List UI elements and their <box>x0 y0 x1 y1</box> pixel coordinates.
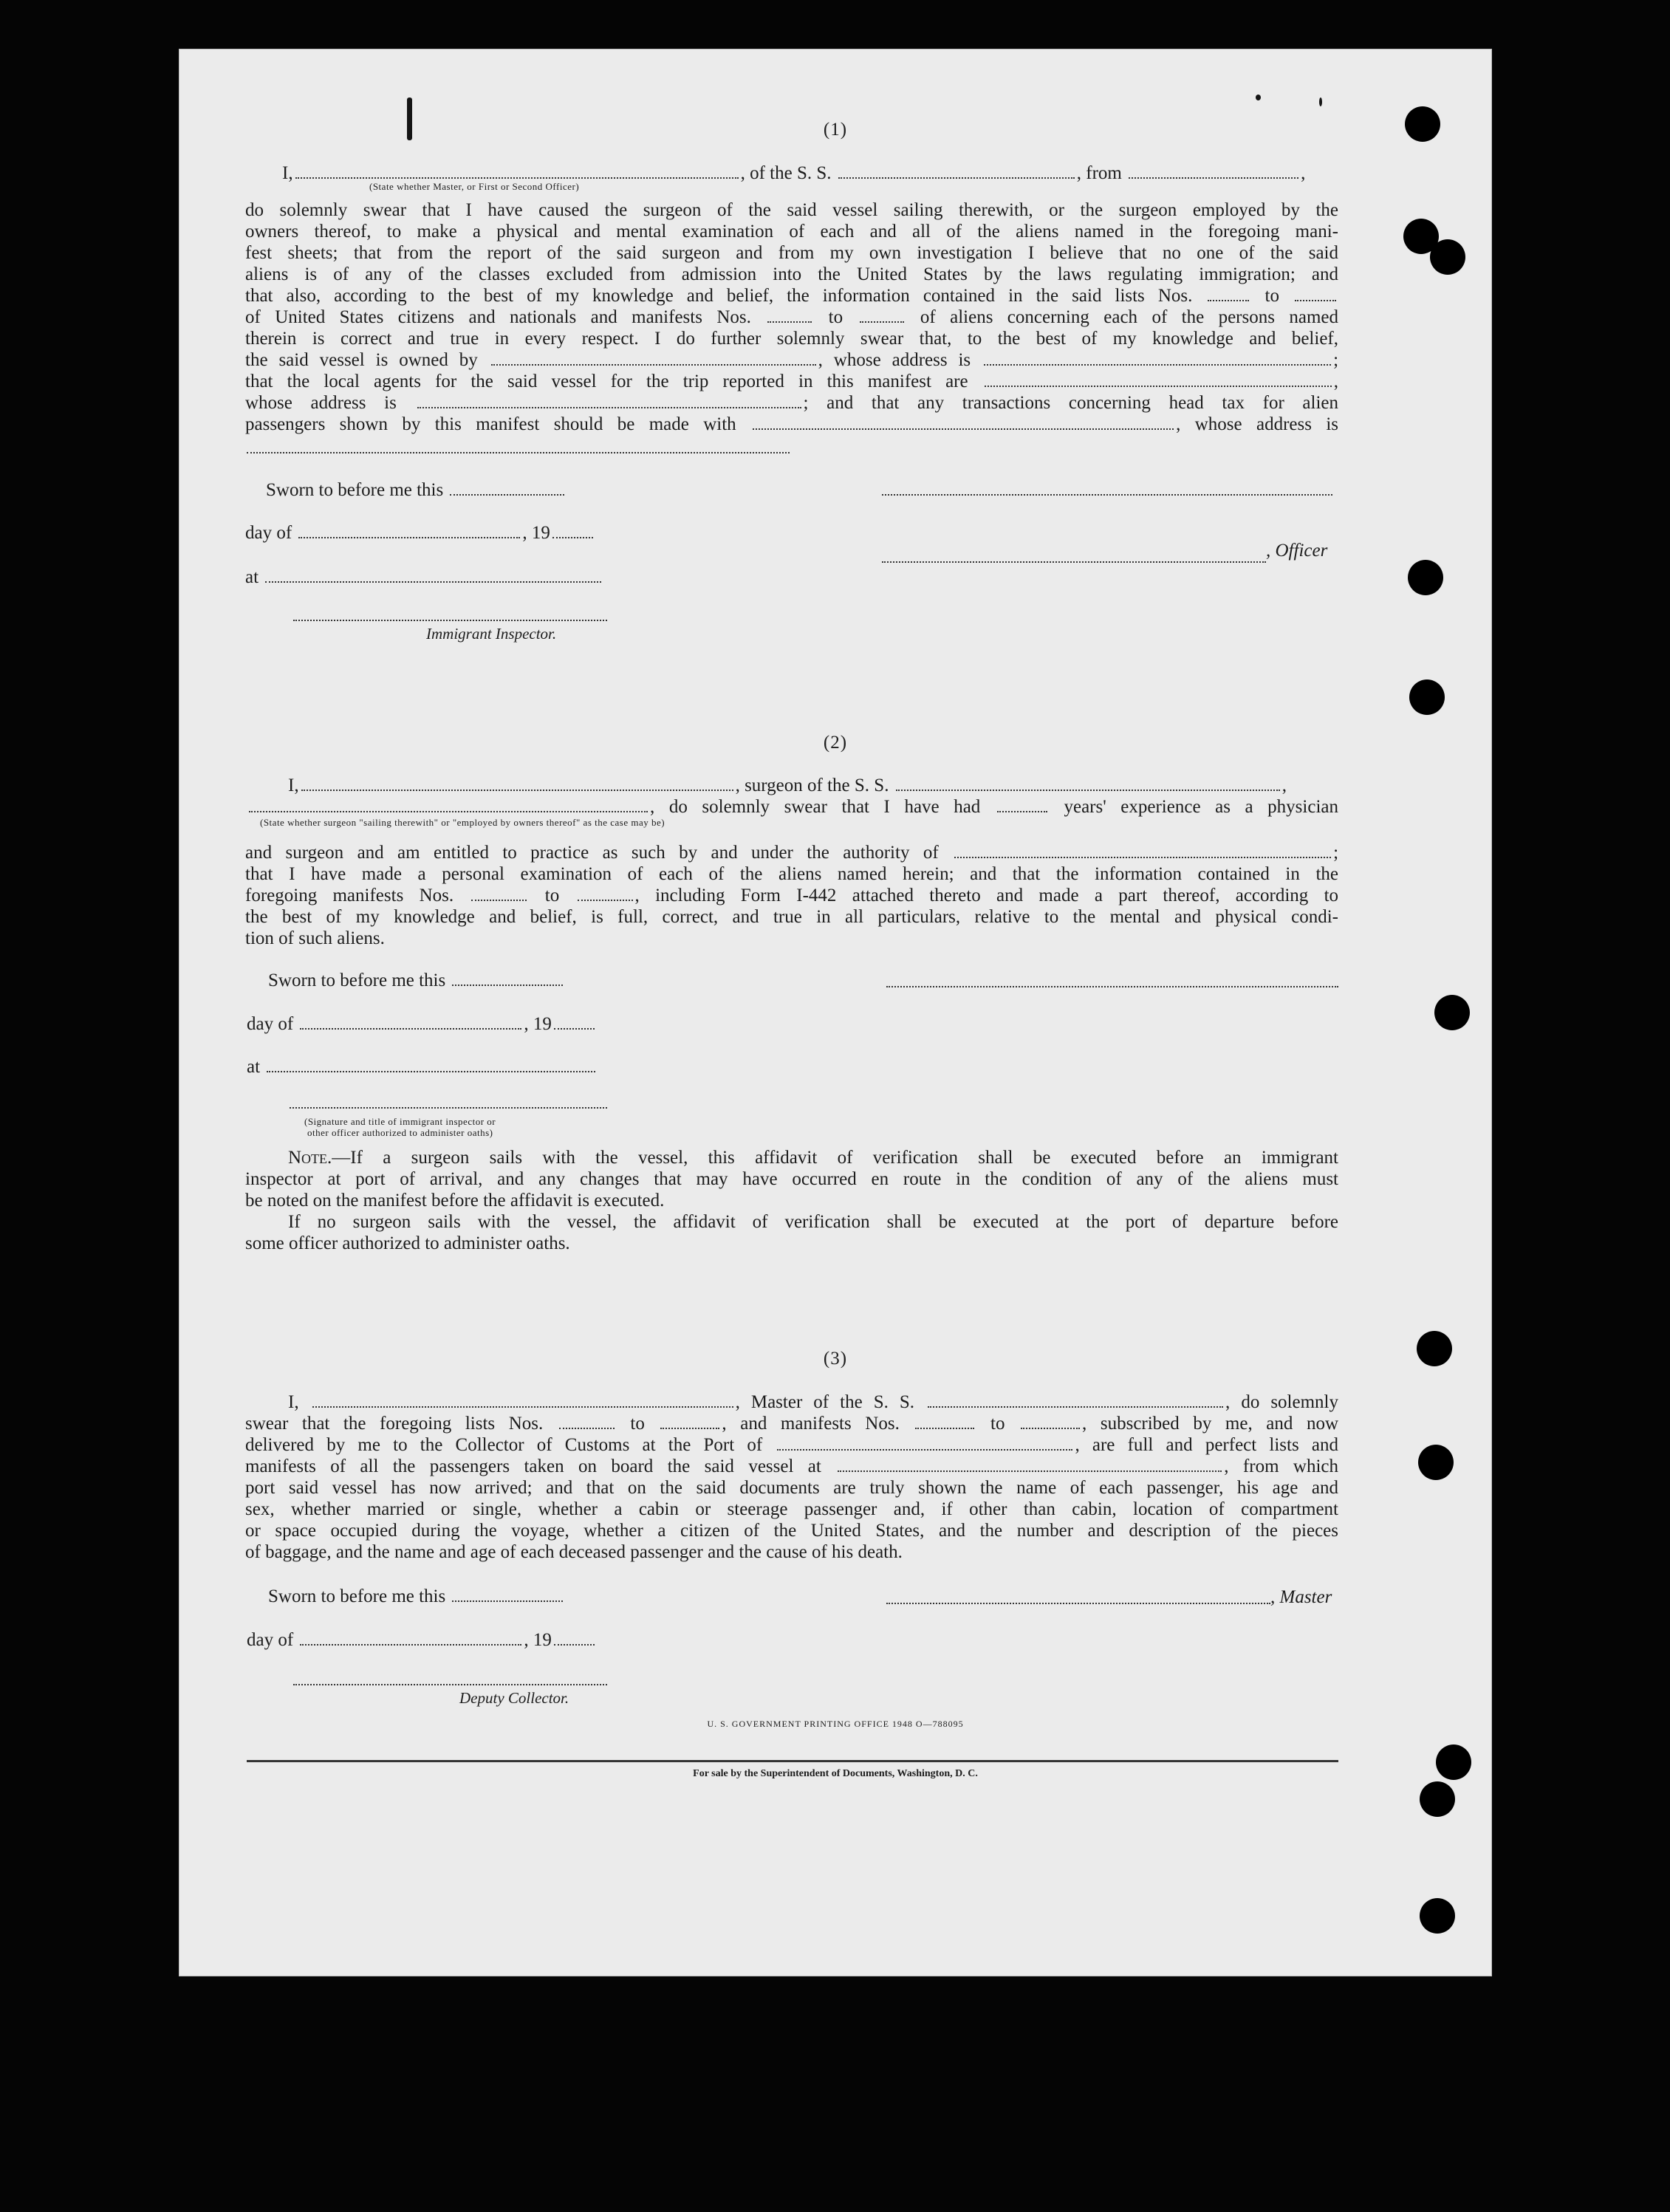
binder-hole <box>1418 1445 1454 1480</box>
sec1-at: at <box>245 566 603 588</box>
manifests-to-field[interactable] <box>860 321 904 323</box>
sec1-signature-line[interactable] <box>882 493 1332 496</box>
binder-hole <box>1430 239 1465 275</box>
sec1-sworn: Sworn to before me this <box>266 479 567 501</box>
head-tax-address-field[interactable] <box>247 451 790 453</box>
sec2-line-7: tion of such aliens. <box>245 928 385 948</box>
binder-hole <box>1408 560 1443 595</box>
sec3-year-field[interactable] <box>554 1643 595 1646</box>
sec2-at: at <box>247 1056 598 1078</box>
sec3-master-name-field[interactable] <box>312 1405 733 1408</box>
printing-office-line: U. S. GOVERNMENT PRINTING OFFICE 1948 O—788095 <box>707 1719 964 1729</box>
section-1-number: (1) <box>823 120 848 140</box>
master-name-field[interactable] <box>295 177 739 179</box>
owner-address-field[interactable] <box>984 363 1331 366</box>
boarding-port-field[interactable] <box>838 1470 1222 1472</box>
sec2-manifests-to-field[interactable] <box>578 899 633 901</box>
ink-mark <box>1256 95 1261 100</box>
head-tax-contact-field[interactable] <box>753 428 1174 430</box>
sec2-note-line-1: Note.—If a surgeon sails with the vessel, this affidavit of verification shall be executed before an immigrant <box>288 1148 1338 1168</box>
binder-hole <box>1420 1898 1455 1934</box>
sec1-officer-line[interactable] <box>882 561 1266 563</box>
sec3-master-label: , Master <box>1270 1587 1332 1607</box>
sec3-line-7: or space occupied during the voyage, whether a citizen of the United States, and the number and description of the pieces <box>245 1521 1338 1541</box>
sec1-officer-label: , Officer <box>1266 541 1328 561</box>
sec2-note-line-3: be noted on the manifest before the affidavit is executed. <box>245 1191 665 1211</box>
sec1-line-6: that also, according to the best of my knowledge and belief, the information contained in the said lists Nos. to <box>245 285 1338 307</box>
owner-field[interactable] <box>491 363 816 366</box>
sec3-line-6: sex, whether married or single, whether a cabin or steerage passenger and, if other than cabin, location of compartment <box>245 1499 1338 1519</box>
sec1-line-11: whose address is ; and that any transactions concerning head tax for alien <box>245 393 1339 413</box>
sec1-line-2: do solemnly swear that I have caused the surgeon of the said vessel sailing therewith, or the surgeon employed by the <box>245 200 1338 220</box>
lists-to-field[interactable] <box>1295 299 1336 301</box>
sec1-line-7: of United States citizens and nationals and manifests Nos. to of aliens concerning each of the persons named <box>245 307 1338 327</box>
sec2-day: day of , 19 <box>247 1013 597 1035</box>
sec2-vessel-field[interactable] <box>896 789 1280 791</box>
sec2-sworn: Sworn to before me this <box>268 970 565 991</box>
sec3-line-4: manifests of all the passengers taken on board the said vessel at , from which <box>245 1456 1339 1476</box>
sec2-year-field[interactable] <box>554 1027 595 1030</box>
sec1-line-1: I, , of the S. S. , from , <box>282 163 1306 183</box>
manifests-from-field[interactable] <box>767 321 812 323</box>
sec3-sworn-date-field[interactable] <box>452 1600 563 1602</box>
sec1-line-5: aliens is of any of the classes excluded from admission into the United States by the laws regulating immigration; and <box>245 264 1338 284</box>
binder-hole <box>1434 995 1470 1030</box>
ink-mark <box>1319 97 1322 106</box>
sec1-inspector-label: Immigrant Inspector. <box>426 625 557 643</box>
collector-port-field[interactable] <box>777 1448 1072 1451</box>
sec3-manifests-to-field[interactable] <box>1021 1427 1080 1429</box>
sec3-line-5: port said vessel has now arrived; and that on the said documents are truly shown the name of each passenger, his age and <box>245 1478 1338 1498</box>
sec2-note-line-2: inspector at port of arrival, and any changes that may have occurred en route in the condition of any of the aliens must <box>245 1169 1338 1189</box>
sec3-deputy-label: Deputy Collector. <box>459 1689 569 1707</box>
sec3-deputy-line[interactable] <box>293 1683 607 1685</box>
sec2-signature-line[interactable] <box>886 985 1338 987</box>
sec2-line-5: foregoing manifests Nos. to , including Form I-442 attached thereto and made a part thereof, according to <box>245 886 1339 905</box>
sec1-inspector-line[interactable] <box>293 619 607 621</box>
sec2-at-field[interactable] <box>267 1070 595 1072</box>
sec2-line-4: that I have made a personal examination of each of the aliens named herein; and that the information contained in the <box>245 864 1338 884</box>
binder-hole <box>1436 1744 1471 1780</box>
local-agents-field[interactable] <box>985 385 1332 387</box>
binder-hole <box>1417 1331 1452 1366</box>
sec2-line-2: , do solemnly swear that I have had years' experience as a physician <box>247 796 1338 818</box>
sec3-day-field[interactable] <box>300 1643 521 1646</box>
sec3-day: day of , 19 <box>247 1629 597 1651</box>
sec3-line-8: of baggage, and the name and age of each deceased passenger and the cause of his death. <box>245 1542 903 1562</box>
sec2-sig-caption-1: (Signature and title of immigrant inspector or <box>304 1116 496 1127</box>
form-page <box>179 49 1492 1976</box>
sec2-note-line-4: If no surgeon sails with the vessel, the affidavit of verification shall be executed at the port of departure before <box>288 1212 1338 1232</box>
sec1-line-12: passengers shown by this manifest should be made with , whose address is <box>245 414 1338 434</box>
sec3-lists-to-field[interactable] <box>660 1427 719 1429</box>
sec1-year-field[interactable] <box>552 536 593 538</box>
sec1-line-3: owners thereof, to make a physical and mental examination of each and all of the aliens named in the foregoing mani- <box>245 222 1338 242</box>
binder-hole <box>1405 106 1440 142</box>
binder-hole <box>1409 679 1445 715</box>
sec2-manifests-from-field[interactable] <box>471 899 527 901</box>
sec1-day: day of , 19 <box>245 522 595 544</box>
sec2-line-3: and surgeon and am entitled to practice as such by and under the authority of ; <box>245 843 1339 863</box>
vessel-name-field[interactable] <box>838 177 1075 179</box>
section-2-number: (2) <box>823 733 848 753</box>
sec3-master-signature-line[interactable] <box>886 1602 1270 1604</box>
note-label: Note. <box>288 1148 332 1168</box>
footer-rule <box>247 1760 1338 1762</box>
for-sale-line: For sale by the Superintendent of Documents, Washington, D. C. <box>693 1768 978 1779</box>
sec1-day-field[interactable] <box>298 536 520 538</box>
sec1-line-10: that the local agents for the said vessel for the trip reported in this manifest are , <box>245 371 1339 391</box>
sec2-line-1: I, , surgeon of the S. S. , <box>288 775 1287 795</box>
binder-hole <box>1420 1781 1455 1817</box>
sec1-line-8: therein is correct and true in every respect. I do further solemnly swear that, to the best of my knowledge and belief, <box>245 329 1338 349</box>
agents-address-field[interactable] <box>417 406 801 408</box>
sec2-day-field[interactable] <box>300 1027 521 1030</box>
sec2-caption: (State whether surgeon "sailing therewith" or "employed by owners thereof" as the case may be) <box>260 817 665 828</box>
sec1-line-4: fest sheets; that from the report of the said surgeon and from my own investigation I believe that no one of the said <box>245 243 1338 263</box>
sec3-manifests-from-field[interactable] <box>915 1427 974 1429</box>
sec1-caption: (State whether Master, or First or Second Officer) <box>369 181 580 192</box>
sec3-lists-from-field[interactable] <box>559 1427 615 1429</box>
sec3-vessel-field[interactable] <box>928 1405 1223 1408</box>
sec1-at-field[interactable] <box>265 581 601 583</box>
sec2-line-6: the best of my knowledge and belief, is full, correct, and true in all particulars, relative to the mental and physical condi- <box>245 907 1338 927</box>
sec1-line-9: the said vessel is owned by , whose address is ; <box>245 350 1339 370</box>
surgeon-name-field[interactable] <box>301 789 733 791</box>
sec3-line-1: I, , Master of the S. S. , do solemnly <box>288 1392 1338 1412</box>
sec1-sworn-date-field[interactable] <box>450 493 564 496</box>
authority-field[interactable] <box>954 856 1331 858</box>
sec3-sworn: Sworn to before me this <box>268 1586 565 1607</box>
sec2-note-line-5: some officer authorized to administer oaths. <box>245 1233 570 1253</box>
lists-from-field[interactable] <box>1208 299 1249 301</box>
from-port-field[interactable] <box>1129 177 1298 179</box>
surgeon-status-field[interactable] <box>249 810 648 812</box>
sec2-sig-caption-2: other officer authorized to administer oaths) <box>307 1127 493 1138</box>
sec3-line-2: swear that the foregoing lists Nos. to , and manifests Nos. to , subscribed by me, and now <box>245 1414 1339 1434</box>
sec3-line-3: delivered by me to the Collector of Customs at the Port of , are full and perfect lists and <box>245 1435 1339 1455</box>
sec2-sworn-date-field[interactable] <box>452 984 563 986</box>
section-3-number: (3) <box>823 1349 848 1369</box>
years-experience-field[interactable] <box>997 810 1047 812</box>
sec2-inspector-line[interactable] <box>290 1106 607 1109</box>
